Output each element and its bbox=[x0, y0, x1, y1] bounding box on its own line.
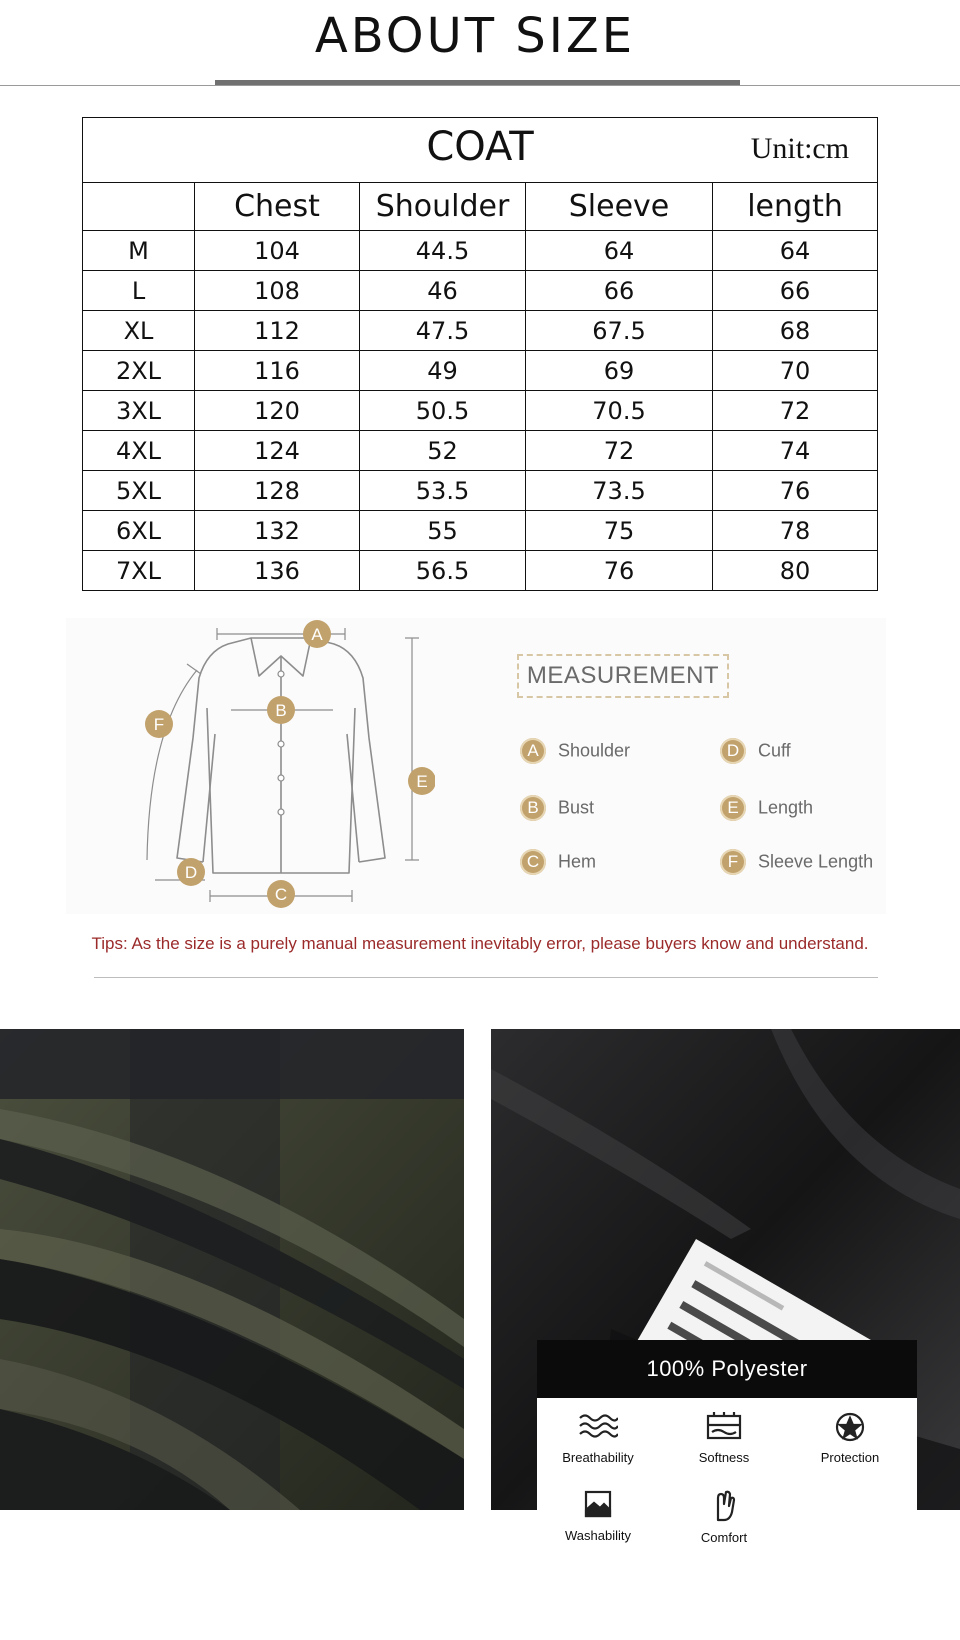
measurement-cell: 44.5 bbox=[360, 231, 526, 271]
feature-washability bbox=[535, 1490, 661, 1543]
measurement-cell: 108 bbox=[195, 271, 360, 311]
column-header bbox=[83, 183, 195, 231]
legend-badge: A bbox=[520, 738, 546, 764]
svg-text:E: E bbox=[416, 772, 428, 791]
column-header: Sleeve bbox=[526, 183, 713, 231]
legend-badge: D bbox=[720, 738, 746, 764]
measurement-cell: 46 bbox=[360, 271, 526, 311]
size-cell: 3XL bbox=[83, 391, 195, 431]
size-table bbox=[82, 117, 878, 591]
feature-label: Washability bbox=[565, 1528, 631, 1543]
table-header-row bbox=[83, 183, 878, 231]
svg-text:A: A bbox=[311, 625, 323, 644]
measurement-cell: 104 bbox=[195, 231, 360, 271]
fabric-photo bbox=[0, 1029, 464, 1510]
marker-d bbox=[177, 858, 205, 886]
column-header: Shoulder bbox=[360, 183, 526, 231]
legend-item-shoulder bbox=[520, 738, 630, 764]
softness-icon bbox=[704, 1412, 744, 1442]
wash-icon bbox=[578, 1490, 618, 1520]
measurement-cell: 76 bbox=[713, 471, 878, 511]
feature-label: Protection bbox=[820, 1450, 880, 1465]
material-headline: 100% Polyester bbox=[537, 1340, 917, 1398]
tips-text: Tips: As the size is a purely manual measurement inevitably error, please buyers know and understand. bbox=[91, 934, 869, 953]
measurement-cell: 53.5 bbox=[360, 471, 526, 511]
legend-item-sleeve-length bbox=[720, 849, 873, 875]
measurement-cell: 56.5 bbox=[360, 551, 526, 591]
legend-item-bust bbox=[520, 795, 594, 821]
size-cell: M bbox=[83, 231, 195, 271]
table-row bbox=[83, 511, 878, 551]
measurement-cell: 50.5 bbox=[360, 391, 526, 431]
measurement-cell: 69 bbox=[526, 351, 713, 391]
measurement-cell: 55 bbox=[360, 511, 526, 551]
measurement-title: MEASUREMENT bbox=[517, 654, 729, 698]
size-cell: 4XL bbox=[83, 431, 195, 471]
measurement-cell: 70 bbox=[713, 351, 878, 391]
legend-label: Hem bbox=[558, 851, 597, 872]
fabric-photo-image bbox=[0, 1029, 464, 1510]
marker-a bbox=[303, 620, 331, 648]
table-row bbox=[83, 271, 878, 311]
table-unit: Unit:cm bbox=[750, 132, 850, 165]
measurement-cell: 116 bbox=[195, 351, 360, 391]
measurement-cell: 80 bbox=[713, 551, 878, 591]
measurement-cell: 74 bbox=[713, 431, 878, 471]
feature-label: Breathability bbox=[562, 1450, 634, 1465]
marker-c bbox=[267, 880, 295, 908]
svg-text:F: F bbox=[153, 715, 165, 734]
measurement-cell: 72 bbox=[526, 431, 713, 471]
measurement-cell: 64 bbox=[713, 231, 878, 271]
legend-label: Cuff bbox=[758, 740, 791, 761]
legend-badge: B bbox=[520, 795, 546, 821]
measurement-cell: 128 bbox=[195, 471, 360, 511]
shield-icon bbox=[830, 1412, 870, 1442]
marker-b bbox=[267, 696, 295, 724]
tips-divider bbox=[94, 977, 878, 978]
feature-label: Softness bbox=[698, 1450, 750, 1465]
measurement-cell: 73.5 bbox=[526, 471, 713, 511]
size-cell: 2XL bbox=[83, 351, 195, 391]
size-cell: 7XL bbox=[83, 551, 195, 591]
header-divider bbox=[0, 85, 960, 86]
svg-text:B: B bbox=[275, 701, 287, 720]
marker-f bbox=[145, 710, 173, 738]
feature-breathability bbox=[535, 1412, 661, 1465]
table-row bbox=[83, 351, 878, 391]
coat-diagram bbox=[135, 618, 435, 914]
legend-item-hem bbox=[520, 849, 596, 875]
measurement-cell: 70.5 bbox=[526, 391, 713, 431]
size-cell: XL bbox=[83, 311, 195, 351]
legend-item-cuff bbox=[720, 738, 791, 764]
waves-icon bbox=[578, 1412, 618, 1442]
measurement-cell: 78 bbox=[713, 511, 878, 551]
measurement-cell: 76 bbox=[526, 551, 713, 591]
measurement-cell: 75 bbox=[526, 511, 713, 551]
legend-badge: F bbox=[720, 849, 746, 875]
feature-comfort bbox=[661, 1490, 787, 1545]
table-row bbox=[83, 231, 878, 271]
measurement-cell: 66 bbox=[526, 271, 713, 311]
table-row bbox=[83, 551, 878, 591]
feature-protection bbox=[787, 1412, 913, 1465]
svg-text:C: C bbox=[274, 885, 288, 904]
table-row bbox=[83, 391, 878, 431]
hand-icon bbox=[704, 1490, 744, 1522]
svg-text:D: D bbox=[184, 863, 198, 882]
legend-label: Length bbox=[758, 797, 814, 818]
measurement-cell: 64 bbox=[526, 231, 713, 271]
legend-badge: E bbox=[720, 795, 746, 821]
legend-label: Sleeve Length bbox=[758, 851, 874, 872]
legend-badge: C bbox=[520, 849, 546, 875]
column-header: length bbox=[713, 183, 878, 231]
measurement-cell: 67.5 bbox=[526, 311, 713, 351]
measurement-cell: 112 bbox=[195, 311, 360, 351]
measurement-cell: 52 bbox=[360, 431, 526, 471]
marker-e bbox=[408, 767, 435, 795]
page-title: ABOUT SIZE bbox=[314, 8, 636, 64]
measurement-cell: 66 bbox=[713, 271, 878, 311]
measurement-cell: 47.5 bbox=[360, 311, 526, 351]
table-row bbox=[83, 471, 878, 511]
measurement-cell: 68 bbox=[713, 311, 878, 351]
measurement-cell: 49 bbox=[360, 351, 526, 391]
table-caption-row bbox=[83, 118, 878, 183]
measurement-cell: 136 bbox=[195, 551, 360, 591]
legend-label: Bust bbox=[558, 797, 595, 818]
measurement-cell: 132 bbox=[195, 511, 360, 551]
header-accent-bar bbox=[215, 80, 740, 85]
size-cell: 5XL bbox=[83, 471, 195, 511]
measurement-cell: 124 bbox=[195, 431, 360, 471]
size-cell: L bbox=[83, 271, 195, 311]
table-caption-cell bbox=[83, 118, 878, 183]
table-row bbox=[83, 431, 878, 471]
feature-label: Comfort bbox=[700, 1530, 748, 1545]
table-caption: COAT bbox=[426, 124, 534, 170]
measurement-cell: 120 bbox=[195, 391, 360, 431]
measurement-cell: 72 bbox=[713, 391, 878, 431]
legend-label: Shoulder bbox=[558, 740, 631, 761]
table-body bbox=[83, 231, 878, 591]
column-header: Chest bbox=[195, 183, 360, 231]
size-cell: 6XL bbox=[83, 511, 195, 551]
legend-item-length bbox=[720, 795, 813, 821]
feature-softness bbox=[661, 1412, 787, 1465]
table-row bbox=[83, 311, 878, 351]
